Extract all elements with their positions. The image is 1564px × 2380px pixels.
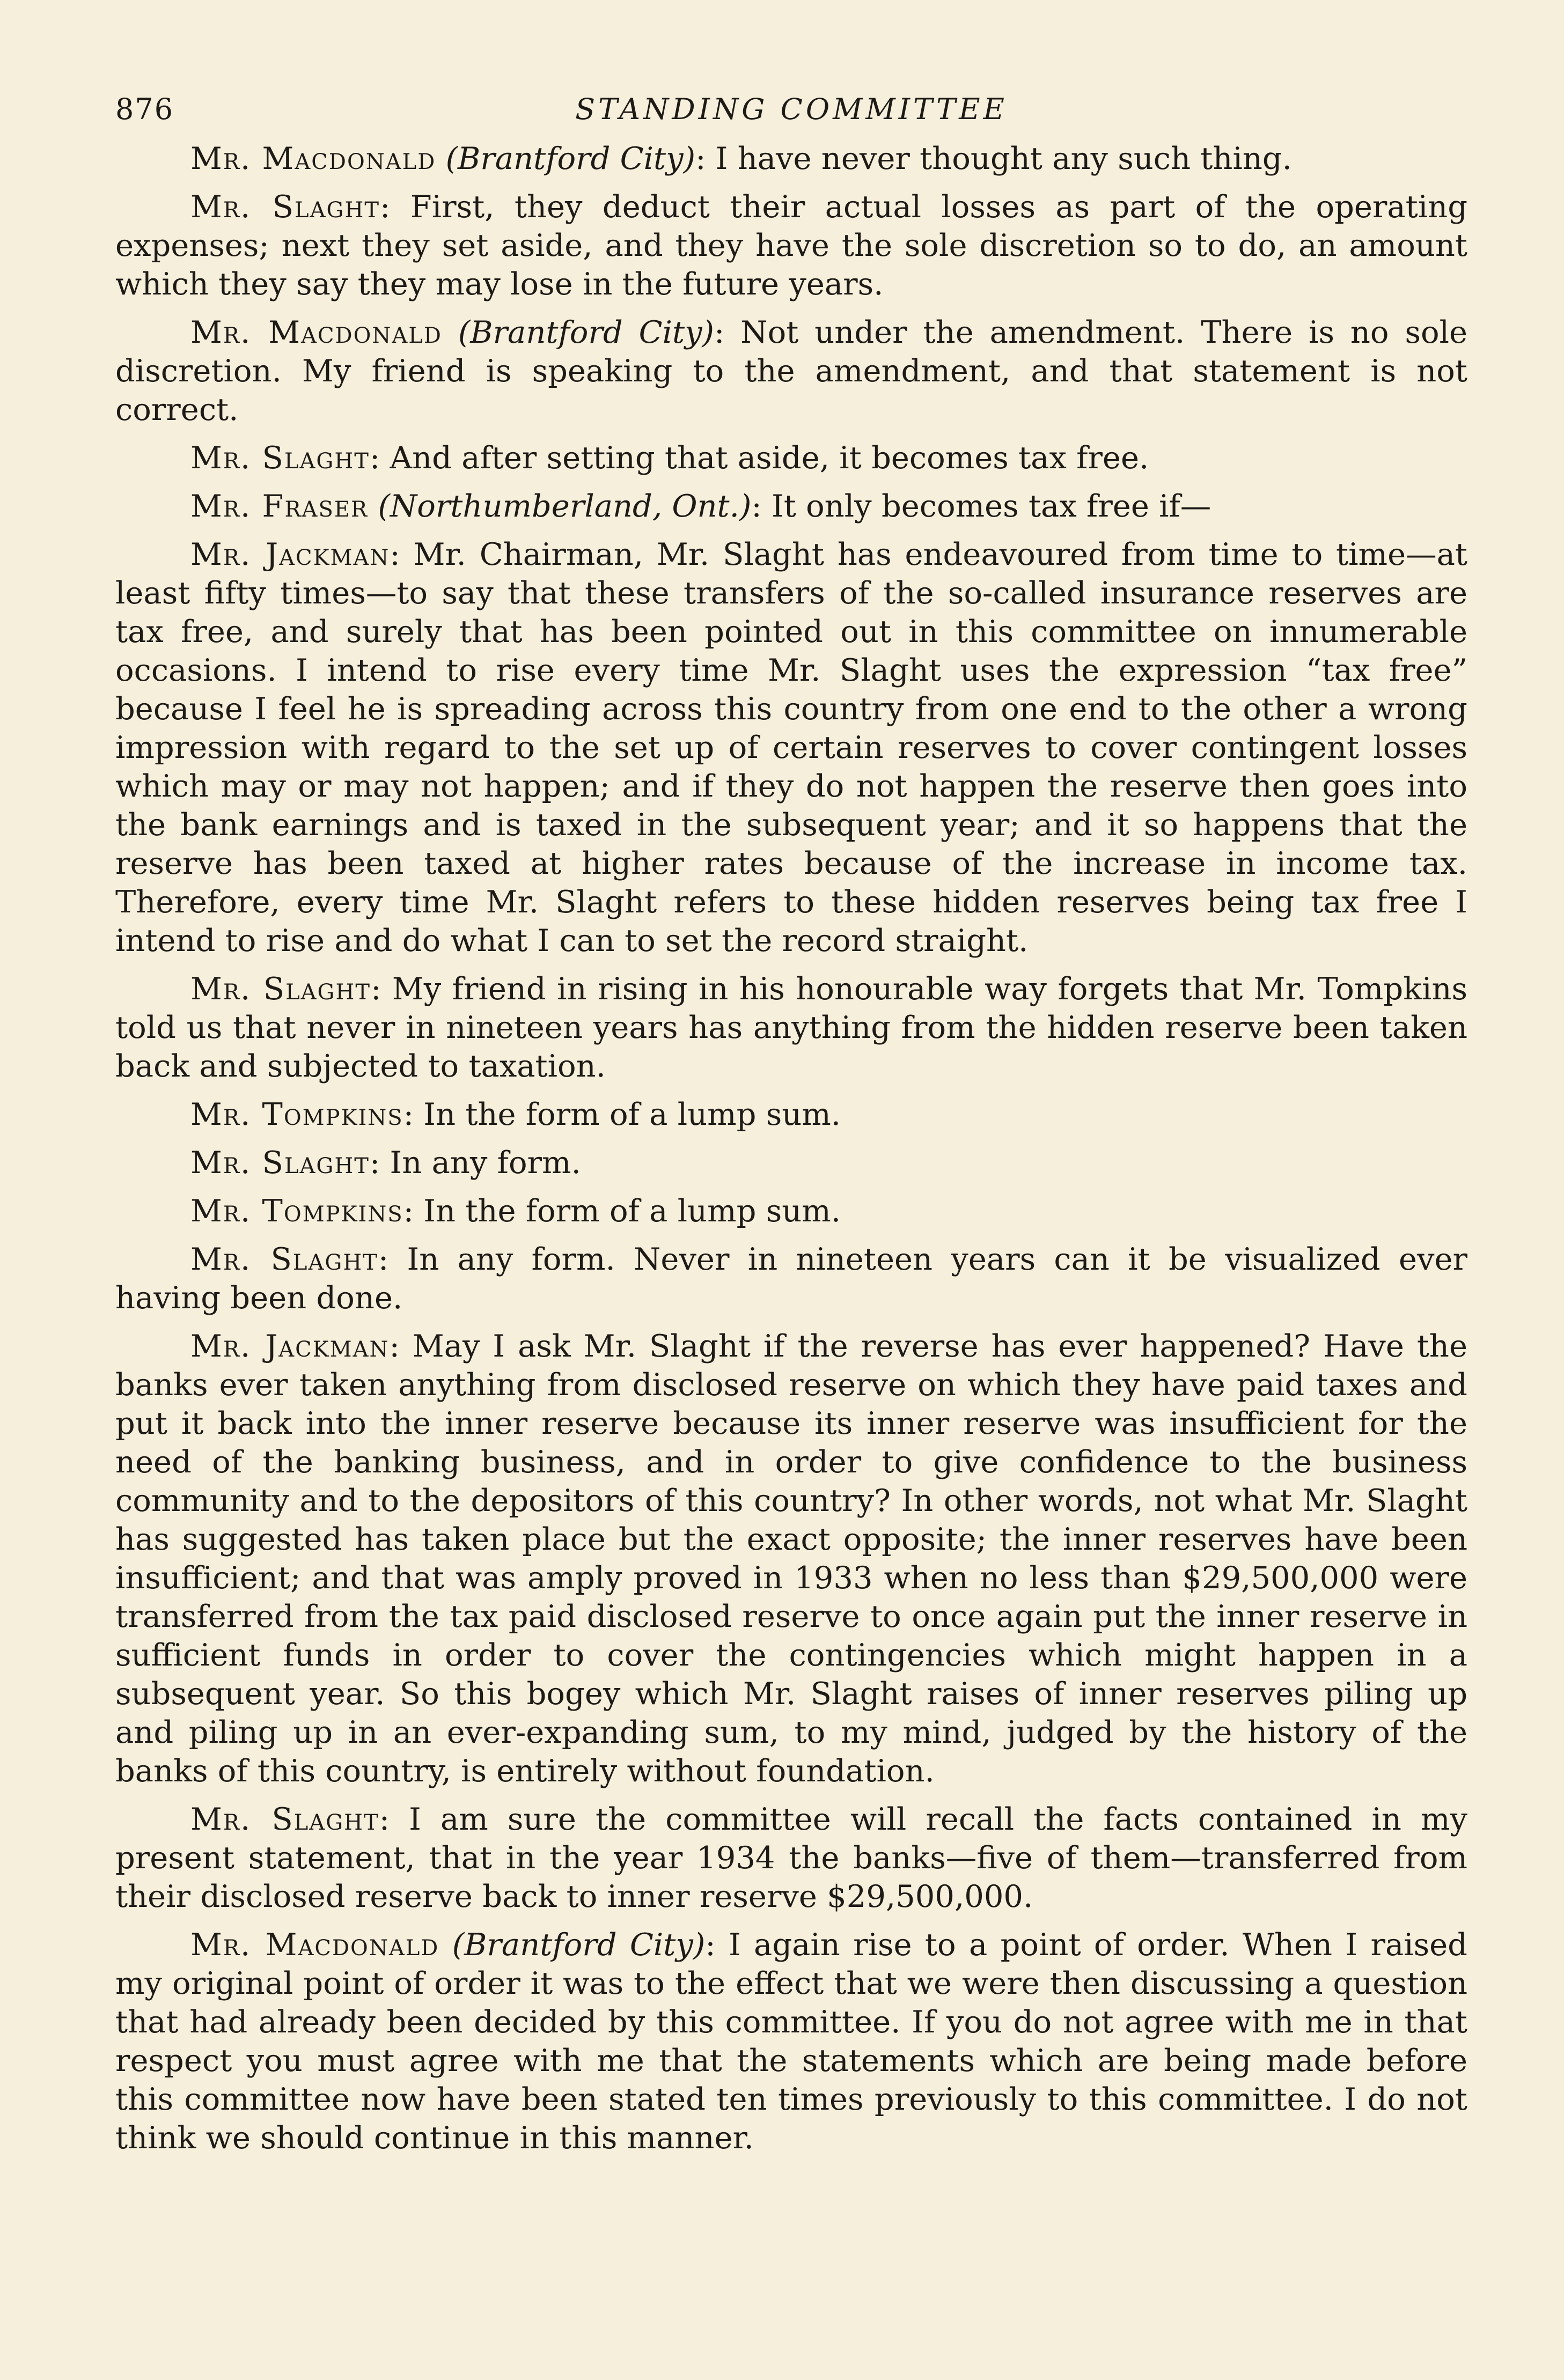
speaker-separator: : xyxy=(369,1145,380,1181)
speaker-separator: : xyxy=(371,971,381,1007)
speaker-separator: : xyxy=(403,1096,414,1132)
speech-text: I am sure the committee will recall the facts contained in my present statement, that in the year 1934 the banks—five of them—transferred from their disclosed reserve back to inner reserve $29,500,000. xyxy=(115,1801,1468,1914)
speaker-name: Mr. Macdonald xyxy=(190,314,442,350)
speaker-name: Mr. Tompkins xyxy=(190,1193,403,1229)
speaker-name: Mr. Jackman xyxy=(190,536,390,572)
speaker-riding: (Northumberland, Ont.) xyxy=(378,488,752,524)
speaker-separator: : xyxy=(695,141,706,176)
transcript-paragraph xyxy=(115,1926,1467,2157)
speech-text: In any form. xyxy=(380,1145,581,1181)
transcript-paragraph xyxy=(115,1144,1467,1182)
speech-text: My friend in rising in his honourable way forgets that Mr. Tompkins told us that never in nineteen years has anything from the hidden reserve been taken back and subjected to taxation. xyxy=(115,971,1467,1084)
speaker-name: Mr. Macdonald xyxy=(190,141,436,176)
transcript-paragraph xyxy=(115,535,1467,960)
speech-text: I have never thought any such thing. xyxy=(706,141,1292,176)
speaker-separator: : xyxy=(714,314,725,350)
running-head: STANDING COMMITTEE xyxy=(575,92,1008,126)
speech-text: In the form of a lump sum. xyxy=(414,1193,841,1229)
speech-text: Not under the amendment. There is no sole discretion. My friend is speaking to the amendment, and that statement is not correct. xyxy=(115,314,1467,428)
speaker-separator: : xyxy=(390,536,400,572)
transcript-paragraph xyxy=(115,1240,1467,1317)
speaker-riding: (Brantford City) xyxy=(458,314,714,350)
speaker-name: Mr. Fraser xyxy=(190,488,369,524)
speech-text: In any form. Never in nineteen years can it be visualized ever having been done. xyxy=(115,1241,1467,1316)
speech-text: Mr. Chairman, Mr. Slaght has endeavoured from time to time—at least fifty times—to say that these transfers of the so-called insurance reserves are tax free, and surely that has been pointed out in this committee on innumerable occasions. I intend to rise every time Mr. Slaght uses the expression “tax free” because I feel he is spreading across this country from one end to the other a wrong impression with regard to the set up of certain reserves to cover contingent losses which may or may not happen; and if they do not happen the reserve then goes into the bank earnings and is taxed in the subsequent year; and it so happens that the reserve has been taxed at higher rates because of the increase in income tax. Therefore, every time Mr. Slaght refers to these hidden reserves being tax free I intend to rise and do what I can to set the record straight. xyxy=(115,536,1467,959)
speech-text: May I ask Mr. Slaght if the reverse has ever happened? Have the banks ever taken anything from disclosed reserve on which they have paid taxes and put it back into the inner reserve because its inner reserve was insufficient for the need of the banking business, and in order to give confidence to the business community and to the depositors of this country? In other words, not what Mr. Slaght has suggested has taken place but the exact opposite; the inner reserves have been insufficient; and that was amply proved in 1933 when no less than $29,500,000 were transferred from the tax paid disclosed reserve to once again put the inner reserve in sufficient funds in order to cover the contingencies which might happen in a subsequent year. So this bogey which Mr. Slaght raises of inner reserves piling up and piling up in an ever-expanding sum, to my mind, judged by the history of the banks of this country, is entirely without foundation. xyxy=(115,1328,1467,1789)
speaker-name: Mr. Tompkins xyxy=(190,1096,403,1132)
speaker-separator: : xyxy=(378,1241,389,1277)
speaker-name: Mr. Slaght xyxy=(190,971,371,1007)
transcript-paragraph xyxy=(115,139,1467,178)
speaker-name: Mr. Slaght xyxy=(190,1145,370,1181)
speech-text: First, they deduct their actual losses as part of the operating expenses; next they set aside, and they have the sole discretion so to do, an amount which they say they may lose in the future years. xyxy=(115,189,1468,302)
speaker-riding: (Brantford City) xyxy=(445,141,696,176)
transcript-paragraph xyxy=(115,188,1467,304)
transcript-paragraph xyxy=(115,439,1467,477)
speech-text: It only becomes tax free if— xyxy=(761,488,1211,524)
transcript-paragraph xyxy=(115,1095,1467,1134)
transcript-paragraph xyxy=(115,313,1467,429)
speaker-name: Mr. Slaght xyxy=(190,440,370,476)
speaker-separator: : xyxy=(751,488,762,524)
transcript-body xyxy=(115,139,1467,2157)
speech-text: I again rise to a point of order. When I raised my original point of order it was to the effect that we were then discussing a question that had already been decided by this committee. If you do not agree with me in that respect you must agree with me that the statements which are being made before this committee now have been stated ten times previously to this committee. I do not think we should continue in this manner. xyxy=(115,1927,1467,2156)
transcript-paragraph xyxy=(115,970,1467,1086)
document-page xyxy=(115,80,1467,2167)
transcript-paragraph xyxy=(115,1800,1467,1916)
speaker-separator: : xyxy=(705,1927,716,1963)
speaker-separator: : xyxy=(379,1801,390,1837)
speaker-name: Mr. Slaght xyxy=(190,1241,378,1277)
speaker-separator: : xyxy=(403,1193,414,1229)
speech-text: In the form of a lump sum. xyxy=(414,1096,841,1132)
speaker-riding: (Brantford City) xyxy=(452,1927,706,1963)
transcript-paragraph xyxy=(115,1327,1467,1790)
speaker-separator: : xyxy=(380,189,391,225)
speaker-name: Mr. Macdonald xyxy=(190,1927,439,1963)
transcript-paragraph xyxy=(115,487,1467,526)
speaker-separator: : xyxy=(389,1328,400,1364)
speaker-separator: : xyxy=(369,440,380,476)
speaker-name: Mr. Slaght xyxy=(190,189,380,225)
speech-text: And after setting that aside, it becomes tax free. xyxy=(380,440,1149,476)
page-header xyxy=(115,80,1467,139)
transcript-paragraph xyxy=(115,1192,1467,1230)
page-number: 876 xyxy=(115,92,174,126)
speaker-name: Mr. Slaght xyxy=(190,1801,379,1837)
speaker-name: Mr. Jackman xyxy=(190,1328,390,1364)
